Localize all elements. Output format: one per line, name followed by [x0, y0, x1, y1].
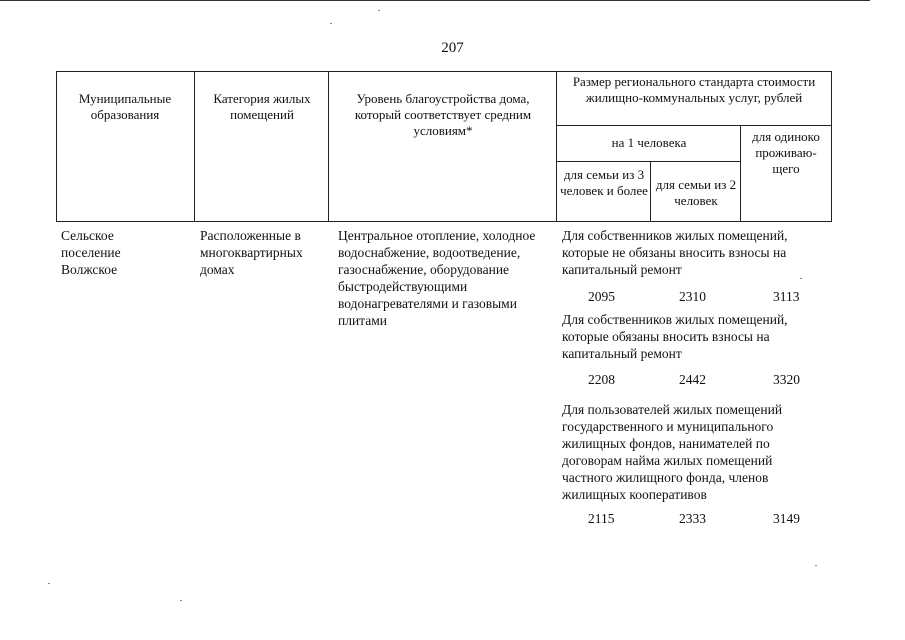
value-family-3plus: 2095 [588, 289, 615, 304]
row-category: Расположенные в многоквартирных домах [200, 228, 303, 277]
page-number: 207 [441, 40, 464, 56]
scan-speck [330, 23, 332, 24]
scan-speck [48, 583, 50, 584]
table-border-top [56, 71, 832, 72]
group-label-owners-no-capital-repair: Для собственников жилых помещений, которые не обязаны вносить взносы на капитальный ремонт [562, 228, 788, 277]
scan-speck [800, 278, 802, 279]
value-single-resident: 3113 [773, 289, 800, 304]
scan-edge-line [0, 0, 870, 2]
table-divider [557, 161, 740, 162]
scan-speck [815, 565, 817, 566]
header-single-resident: для одиноко проживаю-щего [752, 129, 820, 176]
scan-speck [378, 10, 380, 11]
table-border-right [831, 71, 832, 222]
group-values-tenants [562, 511, 832, 529]
row-amenities: Центральное отопление, холодное водоснабжение, водоотведение, газоснабжение, оборудование быстродействующими водонагревателями и газовыми плитами [338, 228, 536, 328]
table-divider [194, 71, 195, 222]
value-single-resident: 3320 [773, 372, 800, 387]
group-label-owners-capital-repair: Для собственников жилых помещений, которые обязаны вносить взносы на капитальный ремонт [562, 312, 788, 361]
header-family-3plus: для семьи из 3 человек и более [560, 167, 648, 198]
header-family-2: для семьи из 2 человек [655, 177, 737, 208]
table-border-bottom [56, 221, 832, 222]
table-divider [556, 71, 557, 222]
table-divider [650, 161, 651, 222]
value-family-3plus: 2115 [588, 511, 615, 526]
row-municipality: Сельское поселение Волжское [61, 228, 121, 277]
group-values-owners-no-capital-repair [562, 289, 832, 307]
table-border-left [56, 71, 57, 222]
value-single-resident: 3149 [773, 511, 800, 526]
scan-speck [180, 600, 182, 601]
header-amenities: Уровень благоустройства дома, который соответствует средним условиям* [354, 91, 532, 138]
value-family-2: 2310 [679, 289, 706, 304]
value-family-3plus: 2208 [588, 372, 615, 387]
table-divider [557, 125, 832, 126]
header-category: Категория жилых помещений [213, 91, 311, 122]
value-family-2: 2442 [679, 372, 706, 387]
group-label-tenants: Для пользователей жилых помещений государственного и муниципального жилищных фондов, нанимателей по договорам найма жилых помещений частного жилищного фонда, членов жилищных кооперативов [562, 402, 783, 502]
tariff-table-header [56, 71, 832, 222]
group-values-owners-capital-repair [562, 372, 832, 390]
header-standard-size: Размер регионального стандарта стоимости жилищно-коммунальных услуг, рублей [572, 74, 816, 105]
table-divider [328, 71, 329, 222]
table-divider [740, 125, 741, 222]
header-municipal: Муниципальные образования [78, 91, 172, 122]
header-per-person: на 1 человека [611, 135, 687, 150]
value-family-2: 2333 [679, 511, 706, 526]
